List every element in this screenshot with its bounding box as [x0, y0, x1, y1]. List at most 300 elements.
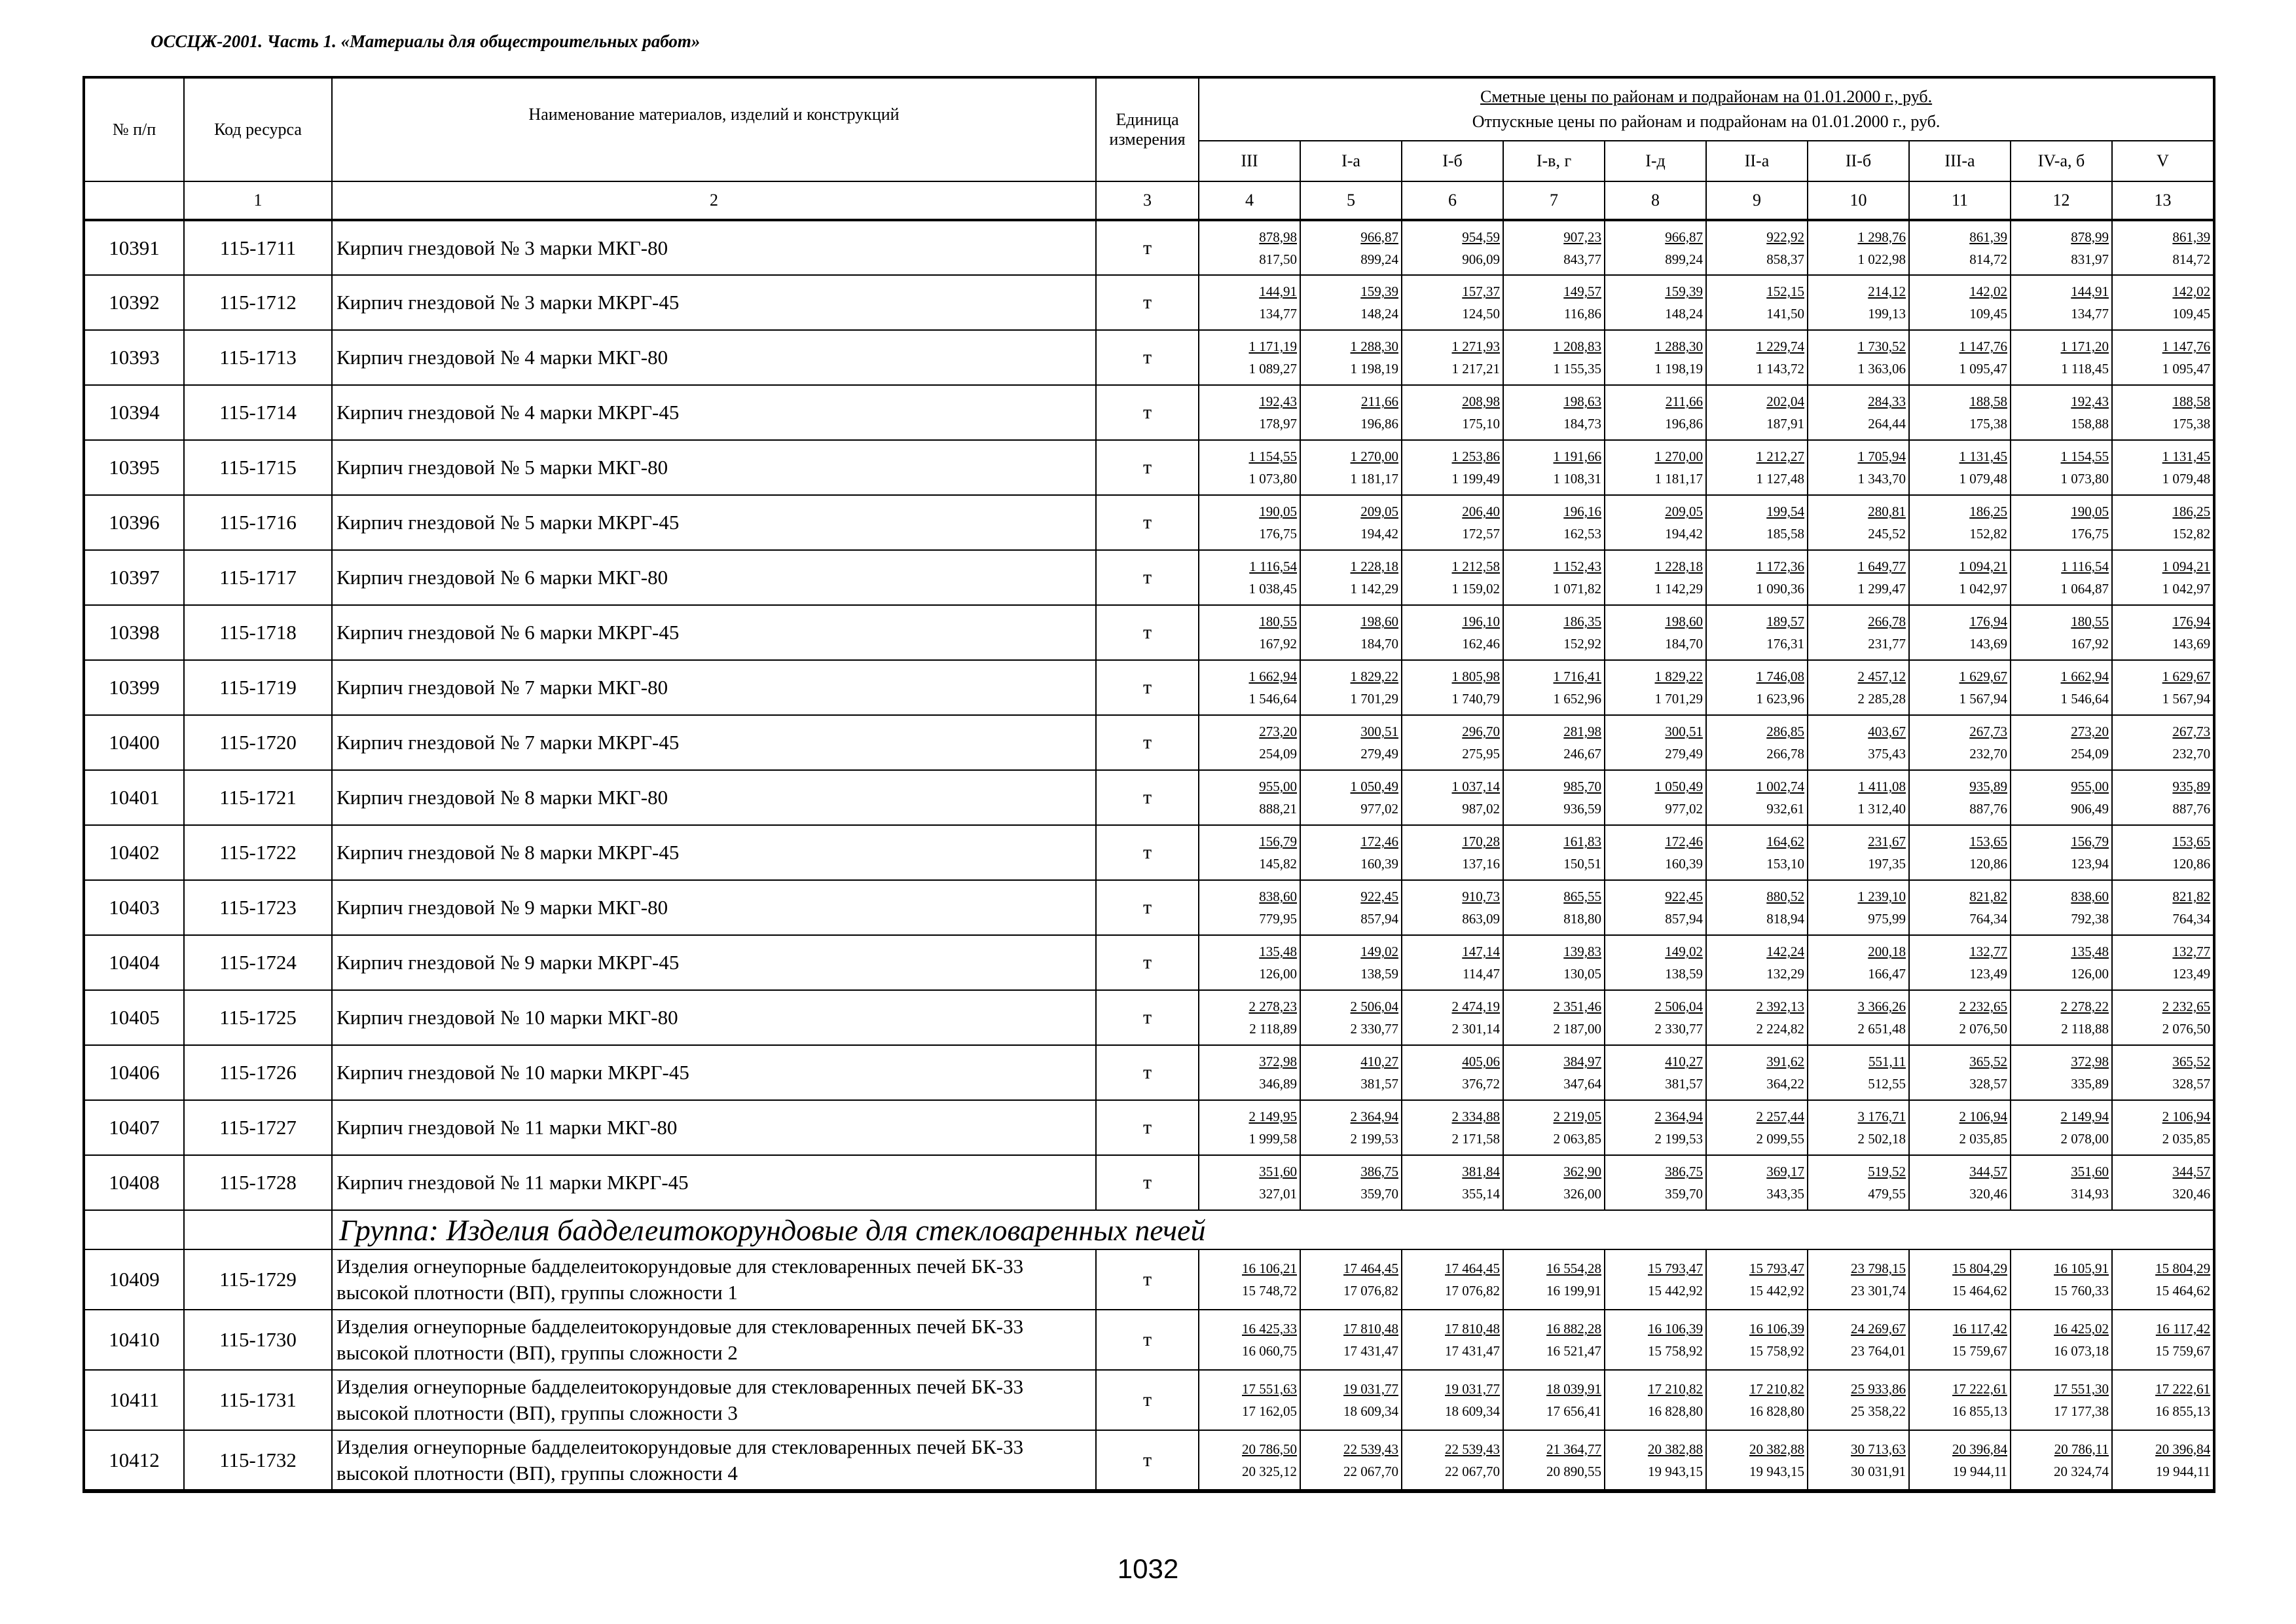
price-cell	[2112, 385, 2214, 440]
release-price: 231,77	[1868, 636, 1906, 652]
release-price: 906,09	[1462, 251, 1500, 267]
price-cell	[1503, 880, 1605, 935]
estimate-price: 966,87	[1665, 229, 1703, 245]
estimate-price: 17 464,45	[1445, 1261, 1500, 1276]
material-name-line2: высокой плотности (ВП), группы сложности 3	[337, 1401, 738, 1424]
price-table	[84, 77, 2214, 1492]
material-name: Кирпич гнездовой № 11 марки МКРГ-45	[332, 1155, 1096, 1210]
price-cell	[1199, 1100, 1300, 1155]
price-cell	[1199, 880, 1300, 935]
estimate-price: 1 172,36	[1756, 559, 1804, 574]
price-cell	[1706, 660, 1808, 715]
estimate-price: 17 551,63	[1242, 1381, 1297, 1397]
release-price: 2 063,85	[1553, 1131, 1601, 1147]
estimate-price: 1 829,22	[1654, 669, 1703, 684]
release-price: 176,75	[1259, 526, 1297, 542]
row-number: 10408	[84, 1155, 184, 1210]
estimate-price: 273,20	[2071, 724, 2109, 739]
estimate-price: 372,98	[2071, 1054, 2109, 1069]
price-cell	[1909, 440, 2011, 495]
price-cell	[1503, 275, 1605, 330]
release-price: 2 502,18	[1857, 1131, 1906, 1147]
estimate-price: 955,00	[1259, 779, 1297, 794]
release-price: 17 656,41	[1546, 1403, 1601, 1419]
price-cell	[2011, 660, 2112, 715]
estimate-price: 16 105,91	[2054, 1261, 2109, 1276]
estimate-price: 2 106,94	[1959, 1109, 2007, 1124]
estimate-price: 1 662,94	[2060, 669, 2109, 684]
unit-of-measure: т	[1096, 275, 1199, 330]
price-cell	[1808, 1155, 1909, 1210]
price-cell	[1503, 1155, 1605, 1210]
row-number: 10402	[84, 825, 184, 880]
estimate-price: 2 232,65	[1959, 999, 2007, 1014]
release-price: 320,46	[2172, 1186, 2211, 1202]
row-number: 10412	[84, 1430, 184, 1490]
price-cell	[1503, 550, 1605, 605]
release-price: 184,70	[1360, 636, 1398, 652]
material-name: Кирпич гнездовой № 3 марки МКГ-80	[332, 220, 1096, 275]
resource-code: 115-1732	[184, 1430, 332, 1490]
resource-code: 115-1728	[184, 1155, 332, 1210]
col-header-num: № п/п	[84, 78, 184, 181]
price-cell	[1300, 385, 1402, 440]
estimate-price: 821,82	[2172, 889, 2211, 904]
column-number: 2	[332, 181, 1096, 220]
region-header: V	[2112, 141, 2214, 181]
price-cell	[2112, 715, 2214, 770]
price-cell	[1300, 715, 1402, 770]
release-price: 2 301,14	[1451, 1021, 1500, 1037]
price-cell	[1402, 880, 1503, 935]
estimate-price: 157,37	[1462, 284, 1500, 299]
release-price: 792,38	[2071, 911, 2109, 927]
release-price: 2 099,55	[1756, 1131, 1804, 1147]
release-price: 1 022,98	[1857, 251, 1906, 267]
price-cell	[1199, 275, 1300, 330]
price-cell	[1503, 1100, 1605, 1155]
price-cell	[1706, 935, 1808, 990]
estimate-price: 200,18	[1868, 944, 1906, 959]
release-price: 764,34	[1969, 911, 2007, 927]
price-cell	[1605, 880, 1706, 935]
resource-code: 115-1730	[184, 1310, 332, 1370]
resource-code: 115-1729	[184, 1249, 332, 1310]
release-price: 328,57	[2172, 1076, 2211, 1092]
resource-code: 115-1731	[184, 1370, 332, 1430]
release-price: 16 521,47	[1546, 1343, 1601, 1359]
estimate-price: 2 506,04	[1654, 999, 1703, 1014]
release-price: 197,35	[1868, 856, 1906, 872]
estimate-price: 192,43	[2071, 394, 2109, 409]
material-name: Кирпич гнездовой № 8 марки МКГ-80	[332, 770, 1096, 825]
release-price: 1 064,87	[2060, 581, 2109, 597]
unit-of-measure: т	[1096, 935, 1199, 990]
release-price: 275,95	[1462, 746, 1500, 762]
price-cell	[1503, 770, 1605, 825]
release-price: 15 464,62	[2155, 1283, 2211, 1299]
release-price: 1 042,97	[1959, 581, 2007, 597]
estimate-price: 2 278,23	[1248, 999, 1297, 1014]
release-price: 1 740,79	[1451, 691, 1500, 707]
price-cell	[1199, 330, 1300, 385]
table-row	[84, 440, 2214, 495]
release-price: 343,35	[1766, 1186, 1804, 1202]
estimate-price: 300,51	[1665, 724, 1703, 739]
estimate-price: 1 131,45	[1959, 449, 2007, 464]
release-price: 1 142,29	[1350, 581, 1398, 597]
price-cell	[1706, 1249, 1808, 1310]
release-price: 134,77	[2071, 306, 2109, 322]
price-cell	[1706, 1100, 1808, 1155]
release-price: 1 567,94	[1959, 691, 2007, 707]
estimate-price: 2 364,94	[1350, 1109, 1398, 1124]
estimate-price: 2 506,04	[1350, 999, 1398, 1014]
estimate-price: 139,83	[1563, 944, 1601, 959]
resource-code: 115-1726	[184, 1045, 332, 1100]
estimate-price: 198,63	[1563, 394, 1601, 409]
release-price: 2 076,50	[1959, 1021, 2007, 1037]
release-price: 167,92	[1259, 636, 1297, 652]
estimate-price: 1 288,30	[1654, 339, 1703, 354]
estimate-price: 403,67	[1868, 724, 1906, 739]
material-name-line1: Изделия огнеупорные бадделеитокорундовые для стекловаренных печей БК-33	[337, 1375, 1024, 1398]
price-cell	[1503, 660, 1605, 715]
price-cell	[1706, 770, 1808, 825]
region-header: IV-а, б	[2011, 141, 2112, 181]
estimate-price: 30 713,63	[1851, 1441, 1906, 1457]
release-price: 20 324,74	[2054, 1463, 2109, 1479]
price-cell	[2011, 1155, 2112, 1210]
estimate-price: 199,54	[1766, 504, 1804, 519]
release-price: 178,97	[1259, 416, 1297, 432]
estimate-price: 2 364,94	[1654, 1109, 1703, 1124]
price-cell	[1808, 1100, 1909, 1155]
release-price: 1 546,64	[2060, 691, 2109, 707]
price-cell	[1808, 220, 1909, 275]
estimate-price: 22 539,43	[1343, 1441, 1398, 1457]
col-header-code: Код ресурса	[184, 78, 332, 181]
col-header-unit-line2: измерения	[1109, 130, 1186, 149]
price-cell	[2112, 1249, 2214, 1310]
estimate-price: 1 239,10	[1857, 889, 1906, 904]
price-cell	[1605, 1430, 1706, 1490]
table-row	[84, 1370, 2214, 1430]
price-cell	[1706, 880, 1808, 935]
price-cell	[1706, 440, 1808, 495]
price-cell	[2011, 825, 2112, 880]
region-header: II-б	[1808, 141, 1909, 181]
release-price: 1 181,17	[1654, 471, 1703, 487]
price-cell	[2112, 1100, 2214, 1155]
estimate-price: 189,57	[1766, 614, 1804, 629]
group-empty-cell	[184, 1210, 332, 1249]
material-name: Кирпич гнездовой № 10 марки МКРГ-45	[332, 1045, 1096, 1100]
price-cell	[1909, 1430, 2011, 1490]
price-cell	[2112, 1155, 2214, 1210]
col-header-release-prices: Отпускные цены по районам и подрайонам на 01.01.2000 г., руб.	[1472, 112, 1941, 131]
price-cell	[1300, 605, 1402, 660]
release-price: 818,80	[1563, 911, 1601, 927]
unit-of-measure: т	[1096, 1155, 1199, 1210]
release-price: 19 943,15	[1749, 1463, 1804, 1479]
row-number: 10398	[84, 605, 184, 660]
release-price: 1 089,27	[1248, 361, 1297, 377]
price-cell	[1503, 1430, 1605, 1490]
price-cell	[1199, 825, 1300, 880]
price-cell	[2112, 220, 2214, 275]
release-price: 359,70	[1360, 1186, 1398, 1202]
estimate-price: 21 364,77	[1546, 1441, 1601, 1457]
estimate-price: 281,98	[1563, 724, 1601, 739]
price-cell	[1300, 1370, 1402, 1430]
price-cell	[1199, 385, 1300, 440]
material-name: Кирпич гнездовой № 4 марки МКРГ-45	[332, 385, 1096, 440]
estimate-price: 20 786,11	[2054, 1441, 2109, 1457]
resource-code: 115-1725	[184, 990, 332, 1045]
material-name	[332, 1430, 1096, 1490]
estimate-price: 172,46	[1360, 834, 1398, 849]
release-price: 19 944,11	[2155, 1463, 2211, 1479]
release-price: 888,21	[1259, 801, 1297, 817]
release-price: 1 623,96	[1756, 691, 1804, 707]
release-price: 1 079,48	[2162, 471, 2211, 487]
unit-of-measure: т	[1096, 1370, 1199, 1430]
price-cell	[1402, 1310, 1503, 1370]
table-row	[84, 550, 2214, 605]
row-number: 10394	[84, 385, 184, 440]
unit-of-measure: т	[1096, 660, 1199, 715]
price-cell	[2011, 220, 2112, 275]
document-title: ОССЦЖ-2001. Часть 1. «Материалы для общестроительных работ»	[151, 31, 701, 51]
release-price: 15 759,67	[1952, 1343, 2007, 1359]
col-header-estimate-prices: Сметные цены по районам и подрайонам на 01.01.2000 г., руб.	[1480, 87, 1933, 106]
estimate-price: 25 933,86	[1851, 1381, 1906, 1397]
price-cell	[1605, 825, 1706, 880]
release-price: 15 464,62	[1952, 1283, 2007, 1299]
release-price: 19 944,11	[1952, 1463, 2007, 1479]
price-cell	[1402, 1100, 1503, 1155]
release-price: 326,00	[1563, 1186, 1601, 1202]
estimate-price: 273,20	[1259, 724, 1297, 739]
release-price: 1 155,35	[1553, 361, 1601, 377]
resource-code: 115-1715	[184, 440, 332, 495]
price-cell	[2011, 935, 2112, 990]
estimate-price: 16 882,28	[1546, 1321, 1601, 1337]
price-cell	[1300, 880, 1402, 935]
price-cell	[2112, 770, 2214, 825]
price-cell	[2011, 550, 2112, 605]
estimate-price: 2 219,05	[1553, 1109, 1601, 1124]
release-price: 975,99	[1868, 911, 1906, 927]
release-price: 16 828,80	[1749, 1403, 1804, 1419]
price-cell	[1199, 1430, 1300, 1490]
table-row	[84, 660, 2214, 715]
estimate-price: 156,79	[1259, 834, 1297, 849]
release-price: 141,50	[1766, 306, 1804, 322]
estimate-price: 211,66	[1666, 394, 1703, 409]
estimate-price: 209,05	[1360, 504, 1398, 519]
row-number: 10409	[84, 1249, 184, 1310]
estimate-price: 985,70	[1563, 779, 1601, 794]
table-row	[84, 385, 2214, 440]
estimate-price: 132,77	[1969, 944, 2007, 959]
release-price: 152,92	[1563, 636, 1601, 652]
price-cell	[1402, 1249, 1503, 1310]
release-price: 254,09	[1259, 746, 1297, 762]
estimate-price: 1 716,41	[1553, 669, 1601, 684]
release-price: 1 198,19	[1654, 361, 1703, 377]
estimate-price: 1 212,58	[1451, 559, 1500, 574]
release-price: 899,24	[1665, 251, 1703, 267]
estimate-price: 186,25	[2172, 504, 2211, 519]
region-header: III-а	[1909, 141, 2011, 181]
region-header: III	[1199, 141, 1300, 181]
table-row	[84, 770, 2214, 825]
group-row	[84, 1210, 2214, 1249]
release-price: 172,57	[1462, 526, 1500, 542]
column-number: 7	[1503, 181, 1605, 220]
estimate-price: 551,11	[1868, 1054, 1906, 1069]
release-price: 132,29	[1766, 966, 1804, 982]
release-price: 15 759,67	[2155, 1343, 2211, 1359]
release-price: 15 760,33	[2054, 1283, 2109, 1299]
price-cell	[1300, 660, 1402, 715]
resource-code: 115-1727	[184, 1100, 332, 1155]
release-price: 1 143,72	[1756, 361, 1804, 377]
unit-of-measure: т	[1096, 825, 1199, 880]
release-price: 17 177,38	[2054, 1403, 2109, 1419]
estimate-price: 2 334,88	[1451, 1109, 1500, 1124]
release-price: 364,22	[1766, 1076, 1804, 1092]
price-cell	[1706, 825, 1808, 880]
release-price: 123,94	[2071, 856, 2109, 872]
estimate-price: 132,77	[2172, 944, 2211, 959]
price-cell	[1503, 1045, 1605, 1100]
table-row	[84, 275, 2214, 330]
release-price: 126,00	[1259, 966, 1297, 982]
column-number-empty	[84, 181, 184, 220]
release-price: 1 095,47	[2162, 361, 2211, 377]
estimate-price: 152,15	[1766, 284, 1804, 299]
estimate-price: 142,02	[2172, 284, 2211, 299]
price-cell	[2112, 495, 2214, 550]
material-name: Кирпич гнездовой № 11 марки МКГ-80	[332, 1100, 1096, 1155]
estimate-price: 23 798,15	[1851, 1261, 1906, 1276]
estimate-price: 1 253,86	[1451, 449, 1500, 464]
price-cell	[2112, 990, 2214, 1045]
price-cell	[1808, 770, 1909, 825]
price-cell	[1706, 550, 1808, 605]
price-cell	[1199, 715, 1300, 770]
release-price: 175,38	[1969, 416, 2007, 432]
unit-of-measure: т	[1096, 550, 1199, 605]
group-title: Группа: Изделия бадделеитокорундовые для стекловаренных печей	[332, 1210, 2214, 1249]
col-header-unit-line1: Единица	[1116, 110, 1179, 129]
price-cell	[2011, 1045, 2112, 1100]
estimate-price: 24 269,67	[1851, 1321, 1906, 1337]
price-cell	[1199, 935, 1300, 990]
release-price: 858,37	[1766, 251, 1804, 267]
release-price: 23 764,01	[1851, 1343, 1906, 1359]
release-price: 266,78	[1766, 746, 1804, 762]
estimate-price: 284,33	[1868, 394, 1906, 409]
estimate-price: 149,02	[1665, 944, 1703, 959]
resource-code: 115-1713	[184, 330, 332, 385]
material-name-line2: высокой плотности (ВП), группы сложности 1	[337, 1281, 738, 1304]
price-cell	[1300, 1430, 1402, 1490]
estimate-price: 2 474,19	[1451, 999, 1500, 1014]
release-price: 145,82	[1259, 856, 1297, 872]
estimate-price: 161,83	[1563, 834, 1601, 849]
row-number: 10404	[84, 935, 184, 990]
estimate-price: 922,92	[1766, 229, 1804, 245]
price-cell	[1808, 1249, 1909, 1310]
release-price: 17 431,47	[1445, 1343, 1500, 1359]
price-cell	[1605, 1100, 1706, 1155]
table-row	[84, 605, 2214, 660]
unit-of-measure: т	[1096, 385, 1199, 440]
row-number: 10401	[84, 770, 184, 825]
estimate-price: 2 106,94	[2162, 1109, 2211, 1124]
release-price: 328,57	[1969, 1076, 2007, 1092]
release-price: 187,91	[1766, 416, 1804, 432]
price-cell	[1605, 1310, 1706, 1370]
release-price: 1 118,45	[2061, 361, 2109, 377]
price-cell	[1199, 1370, 1300, 1430]
table-row	[84, 990, 2214, 1045]
price-cell	[2112, 1430, 2214, 1490]
price-cell	[1503, 825, 1605, 880]
unit-of-measure: т	[1096, 440, 1199, 495]
estimate-price: 15 804,29	[2155, 1261, 2211, 1276]
estimate-price: 209,05	[1665, 504, 1703, 519]
table-row	[84, 935, 2214, 990]
price-cell	[2112, 1045, 2214, 1100]
material-name: Кирпич гнездовой № 6 марки МКГ-80	[332, 550, 1096, 605]
estimate-price: 861,39	[2172, 229, 2211, 245]
price-cell	[2011, 880, 2112, 935]
price-cell	[1605, 275, 1706, 330]
release-price: 153,10	[1766, 856, 1804, 872]
region-header: II-а	[1706, 141, 1808, 181]
release-price: 148,24	[1665, 306, 1703, 322]
unit-of-measure: т	[1096, 880, 1199, 935]
column-number-row	[84, 181, 2214, 220]
estimate-price: 17 810,48	[1445, 1321, 1500, 1337]
region-header: I-в, г	[1503, 141, 1605, 181]
release-price: 936,59	[1563, 801, 1601, 817]
unit-of-measure: т	[1096, 1430, 1199, 1490]
estimate-price: 1 730,52	[1857, 339, 1906, 354]
estimate-price: 386,75	[1665, 1164, 1703, 1179]
table-row	[84, 1430, 2214, 1490]
estimate-price: 1 191,66	[1553, 449, 1601, 464]
header-row	[84, 78, 2214, 141]
release-price: 818,94	[1766, 911, 1804, 927]
price-cell	[2011, 1249, 2112, 1310]
release-price: 124,50	[1462, 306, 1500, 322]
release-price: 138,59	[1665, 966, 1703, 982]
release-price: 814,72	[1969, 251, 2007, 267]
release-price: 987,02	[1462, 801, 1500, 817]
release-price: 1 217,21	[1451, 361, 1500, 377]
estimate-price: 17 464,45	[1343, 1261, 1398, 1276]
price-cell	[1605, 605, 1706, 660]
estimate-price: 1 288,30	[1350, 339, 1398, 354]
estimate-price: 149,02	[1360, 944, 1398, 959]
release-price: 17 162,05	[1242, 1403, 1297, 1419]
